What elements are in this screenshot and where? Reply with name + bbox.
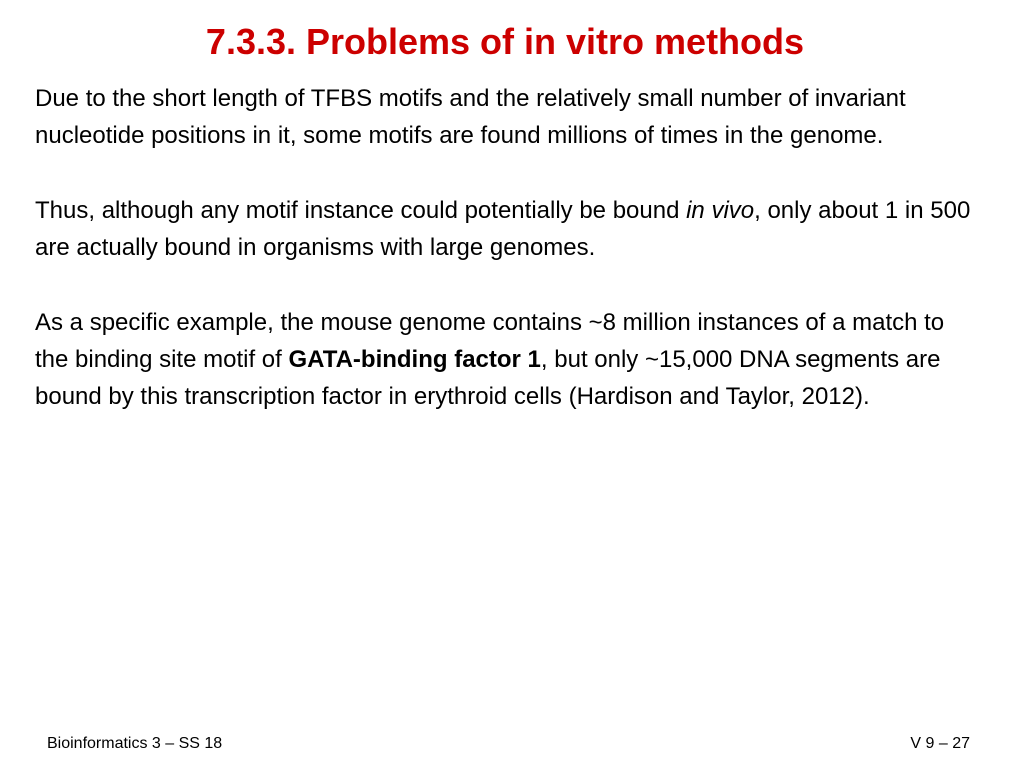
paragraph-3-text-b: , but only ~15,000 DNA segments are bound by this transcription factor in erythroid cells (Hardison and Taylor, 2012). (35, 346, 941, 410)
paragraph-2-text-b: , only about 1 in 500 are actually bound in organisms with large genomes. (35, 197, 971, 261)
slide-title: 7.3.3. Problems of in vitro methods (205, 21, 805, 62)
paragraph-3-text-a: As a specific example, the mouse genome contains ~8 million instances of a match to the binding site motif of (35, 309, 945, 373)
slide-body (35, 80, 975, 453)
paragraph-2-italic: in vivo (686, 197, 755, 224)
paragraph-1: Due to the short length of TFBS motifs and the relatively small number of invariant nucleotide positions in it, some motifs are found millions of times in the genome. (35, 85, 906, 149)
footer-page-number: V 9 – 27 (910, 735, 970, 752)
paragraph-3-bold: GATA-binding factor 1 (288, 346, 541, 373)
paragraph-3 (35, 304, 975, 415)
paragraph-2 (35, 192, 975, 266)
footer-course: Bioinformatics 3 – SS 18 (47, 735, 223, 752)
paragraph-2-text-a: Thus, although any motif instance could potentially be bound (35, 197, 687, 224)
